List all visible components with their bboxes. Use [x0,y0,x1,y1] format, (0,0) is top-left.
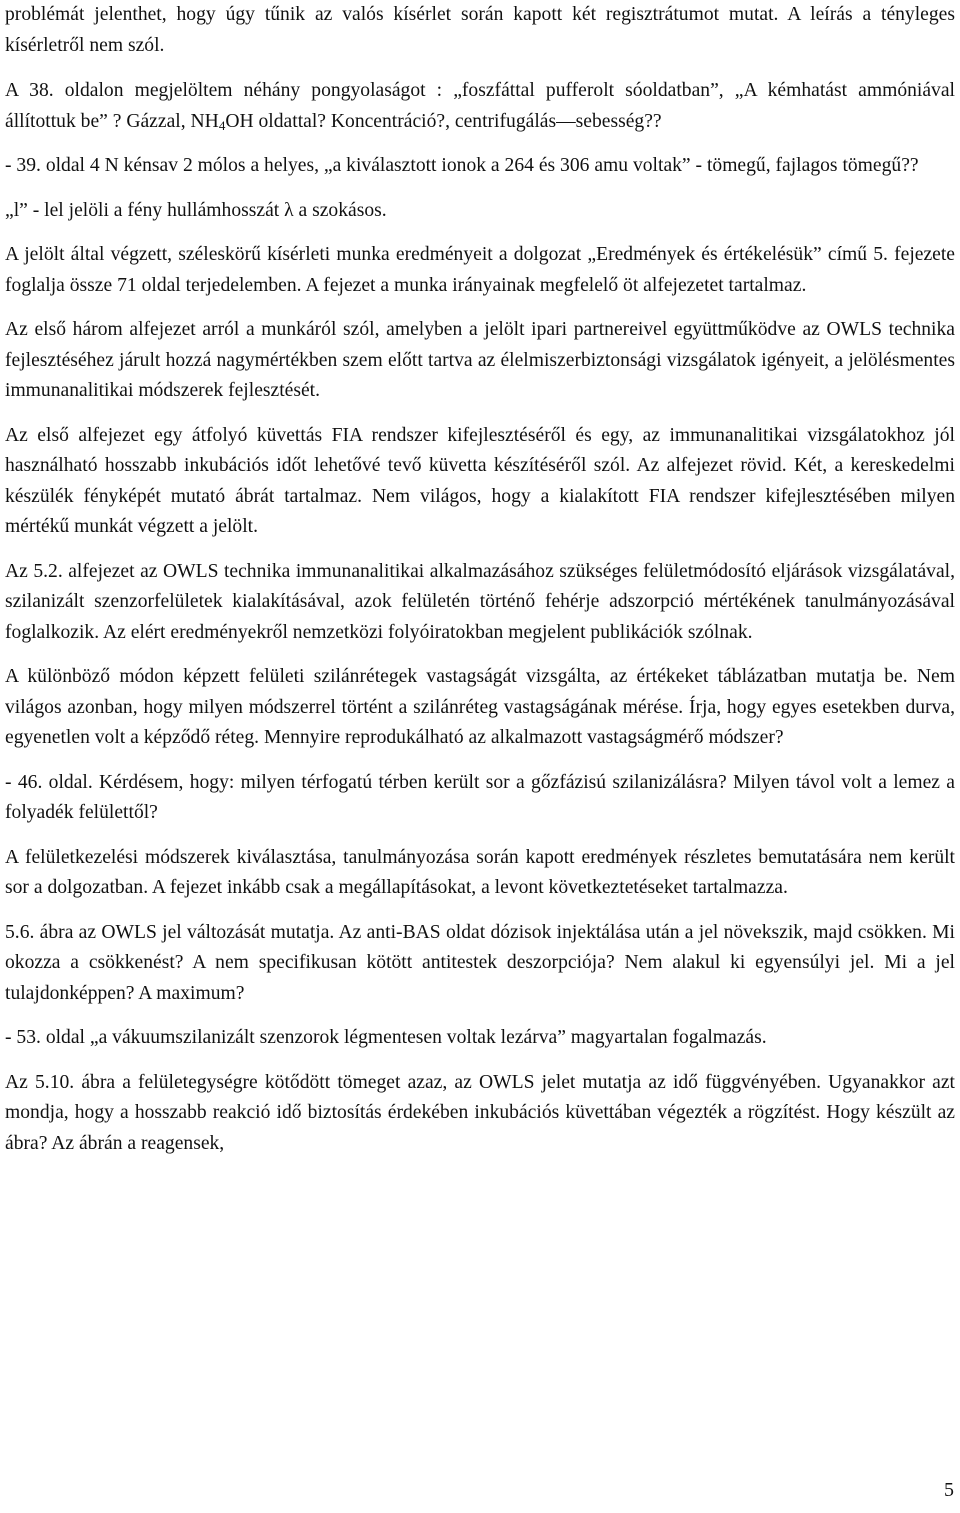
page-number: 5 [944,1479,954,1501]
paragraph-subchapter-5-2: Az 5.2. alfejezet az OWLS technika immunanalitikai alkalmazásához szükséges felületmódosító eljárások vizsgálatával, szilanizált szenzorfelületek kialakításával, azok felületén történő fehérje adszorpció mértékének tanulmányozásával foglalkozik. Az elért eredményekről nemzetközi folyóiratokban megjelent publikációk szólnak. [5,560,955,643]
paragraph-page-38-remarks [5,76,955,137]
paragraph-figure-5-10: Az 5.10. ábra a felületegységre kötődött tömeget azaz, az OWLS jelet mutatja az idő függvényében. Ugyanakkor azt mondja, hogy a hosszabb reakció idő biztosítás érdekében inkubációs küvettában végezték a rögzítést. Hogy készült az ábra? Az ábrán a reagensek, [5,1071,955,1154]
paragraph-first-subchapter-fia: Az első alfejezet egy átfolyó küvettás FIA rendszer kifejlesztéséről és egy, az immunanalitikai vizsgálatokhoz jól használható hosszabb inkubációs időt lehetővé tevő küvetta készítéséről szól. Az alfejezet rövid. Két, a kereskedelmi készülék fényképét mutató ábrát tartalmaz. Nem világos, hogy a kialakított FIA rendszer kifejlesztésében milyen mértékű munkát végzett a jelölt. [5,424,955,537]
paragraph-first-three-subchapters: Az első három alfejezet arról a munkáról szól, amelyben a jelölt ipari partnereivel együttműködve az OWLS technika fejlesztéséhez járult hozzá nagymértékben szem előtt tartva az élelmiszerbiztonsági vizsgálatok igényeit, a jelölésmentes immunanalitikai módszerek fejlesztését. [5,319,955,401]
paragraph-page-39-remarks: - 39. oldal 4 N kénsav 2 mólos a helyes, „a kiválasztott ionok a 264 és 306 amu voltak” - tömegű, fajlagos tömegű?? [5,155,919,176]
paragraph-chapter-5-summary: A jelölt által végzett, széleskörű kísérleti munka eredményeit a dolgozat „Eredmények és értékelésük” című 5. fejezete foglalja össze 71 oldal terjedelemben. A fejezet a munka irányainak megfelelő öt alfejezetet tartalmaz. [5,244,955,296]
paragraph-surface-treatment: A felületkezelési módszerek kiválasztása, tanulmányozása során kapott eredmények részletes bemutatására nem került sor a dolgozatban. A fejezet inkább csak a megállapításokat, a levont következtetéseket tartalmazza. [5,846,955,898]
paragraph-page-38-text: A 38. oldalon megjelöltem néhány pongyolaságot : „foszfáttal pufferolt sóoldatban”, „A kémhatást ammóniával állítottuk be” ? Gázzal, $NH_4OH$ oldattal? Koncentráció?, centrifugálás—sebesség?? [5,80,955,133]
subscript-4: 4 [218,117,226,133]
paragraph-page-53-remark: - 53. oldal „a vákuumszilanizált szenzorok légmentesen voltak lezárva” magyartalan fogalmazás. [5,1027,767,1048]
document-page [5,0,955,1159]
paragraph-page-46-question: - 46. oldal. Kérdésem, hogy: milyen térfogatú térben került sor a gőzfázisú szilanizálásra? Milyen távol volt a lemez a folyadék felülettől? [5,771,955,823]
paragraph-figure-5-6: 5.6. ábra az OWLS jel változását mutatja. Az anti-BAS oldat dózisok injektálása után a jel növekszik, majd csökken. Mi okozza a csökkenést? A nem specifikusan kötött antitestek deszorpciója? Nem alakul ki egyensúlyi jel. Mi a jel tulajdonképpen? A maximum? [5,921,955,1004]
paragraph-continuation: problémát jelenthet, hogy úgy tűnik az valós kísérlet során kapott két regisztrátumot mutat. A leírás a tényleges kísérletről nem szól. [5,4,955,56]
paragraph-silane-layers: A különböző módon képzett felületi szilánrétegek vastagságát vizsgálta, az értékeket táblázatban mutatja be. Nem világos azonban, hogy milyen módszerrel történt a szilánréteg vastagságának mérése. Írja, hogy egyes esetekben durva, egyenetlen volt a képződő réteg. Mennyire reprodukálható az alkalmazott vastagságmérő módszer? [5,666,955,748]
paragraph-wavelength-symbol: „l” - lel jelöli a fény hullámhosszát λ a szokásos. [5,199,387,221]
